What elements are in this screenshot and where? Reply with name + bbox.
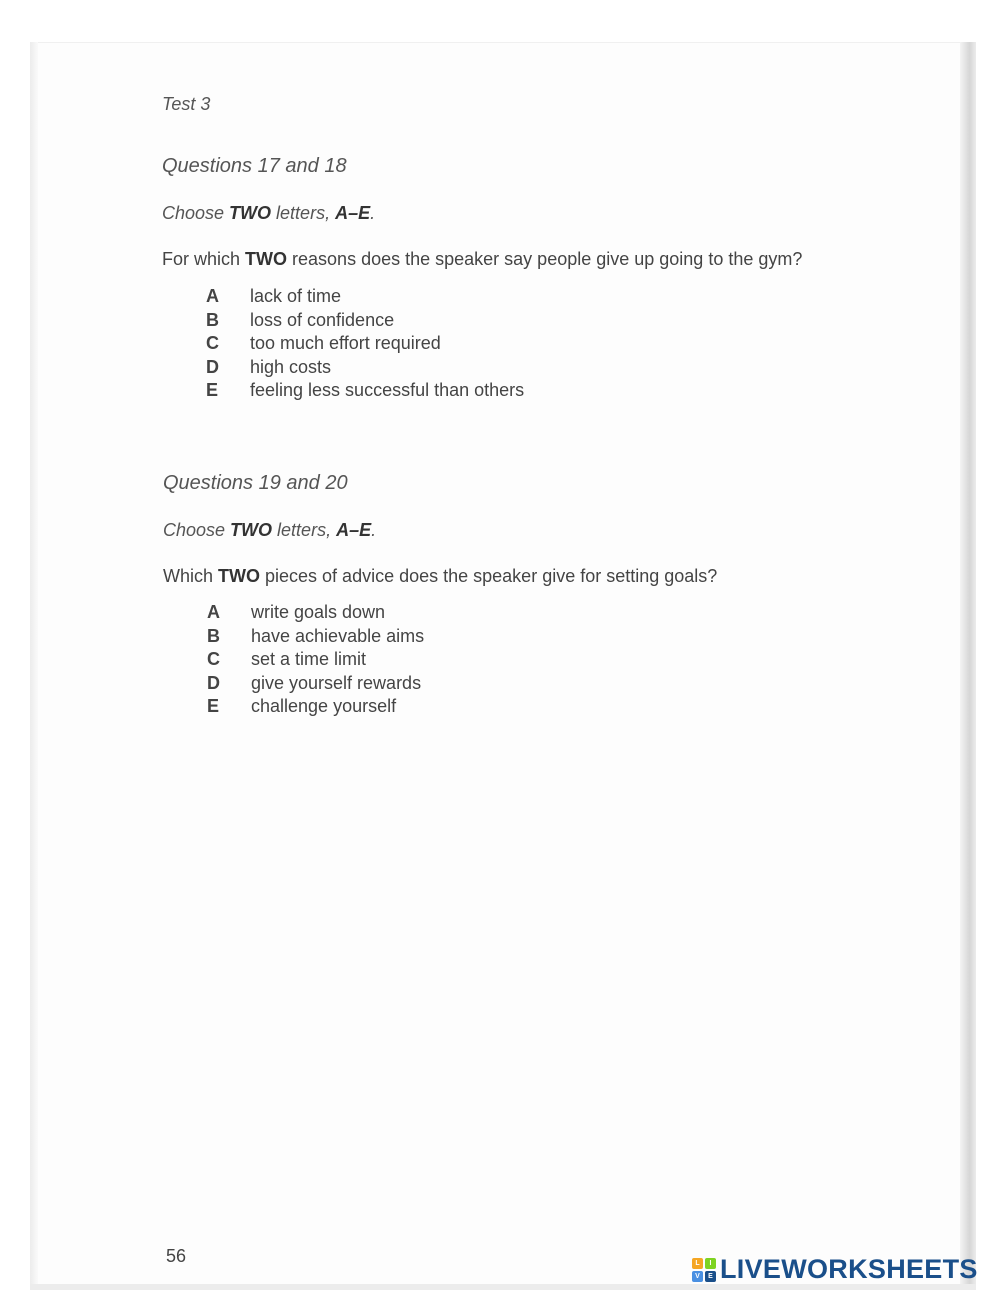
option-letter: D bbox=[206, 356, 219, 377]
worksheet-page bbox=[30, 42, 974, 1290]
option-text: set a time limit bbox=[251, 649, 367, 670]
option-text: challenge yourself bbox=[251, 696, 397, 717]
option-text: lack of time bbox=[250, 286, 342, 307]
option-text: write goals down bbox=[251, 602, 386, 623]
option-text: loss of confidence bbox=[250, 309, 395, 330]
option-text: give yourself rewards bbox=[251, 672, 422, 693]
option-text: feeling less successful than others bbox=[250, 380, 525, 401]
option-c[interactable] bbox=[206, 332, 524, 356]
questions-19-20-options bbox=[207, 601, 424, 719]
logo-icon-tile: E bbox=[705, 1271, 716, 1282]
option-letter: A bbox=[207, 602, 220, 623]
questions-17-18-instruction: Choose TWO letters, A–E. bbox=[162, 203, 376, 223]
option-b[interactable] bbox=[207, 625, 424, 649]
liveworksheets-logo-icon bbox=[692, 1258, 716, 1282]
questions-17-18-prompt: For which TWO reasons does the speaker say people give up going to the gym? bbox=[162, 249, 803, 269]
logo-icon-tile: V bbox=[692, 1271, 703, 1282]
running-head: Test 3 bbox=[162, 94, 211, 114]
option-c[interactable] bbox=[207, 648, 424, 672]
option-letter: E bbox=[206, 380, 219, 401]
option-letter: C bbox=[206, 333, 219, 354]
questions-19-20-prompt: Which TWO pieces of advice does the speaker give for setting goals? bbox=[163, 566, 718, 586]
option-d[interactable] bbox=[206, 356, 524, 380]
option-letter: B bbox=[207, 625, 220, 646]
questions-17-18-heading: Questions 17 and 18 bbox=[162, 155, 347, 177]
option-e[interactable] bbox=[207, 695, 424, 719]
option-text: too much effort required bbox=[250, 333, 441, 354]
option-d[interactable] bbox=[207, 672, 424, 696]
option-letter: E bbox=[207, 696, 220, 717]
liveworksheets-logo[interactable] bbox=[692, 1254, 978, 1285]
page-right-edge-shadow bbox=[960, 42, 976, 1290]
option-letter: D bbox=[207, 672, 220, 693]
option-a[interactable] bbox=[206, 285, 524, 309]
questions-19-20-heading: Questions 19 and 20 bbox=[163, 472, 348, 494]
option-e[interactable] bbox=[206, 379, 524, 403]
option-text: high costs bbox=[250, 356, 332, 377]
logo-icon-tile: L bbox=[692, 1258, 703, 1269]
liveworksheets-logo-text: LIVEWORKSHEETS bbox=[720, 1254, 978, 1284]
questions-17-18-options bbox=[206, 285, 524, 403]
option-text: have achievable aims bbox=[251, 625, 425, 646]
page-number: 56 bbox=[166, 1246, 187, 1266]
option-letter: C bbox=[207, 649, 220, 670]
logo-icon-tile: I bbox=[705, 1258, 716, 1269]
option-letter: B bbox=[206, 309, 219, 330]
option-letter: A bbox=[206, 286, 219, 307]
page-left-edge bbox=[30, 42, 38, 1290]
questions-19-20-instruction: Choose TWO letters, A–E. bbox=[163, 520, 377, 540]
option-a[interactable] bbox=[207, 601, 424, 625]
option-b[interactable] bbox=[206, 309, 524, 333]
